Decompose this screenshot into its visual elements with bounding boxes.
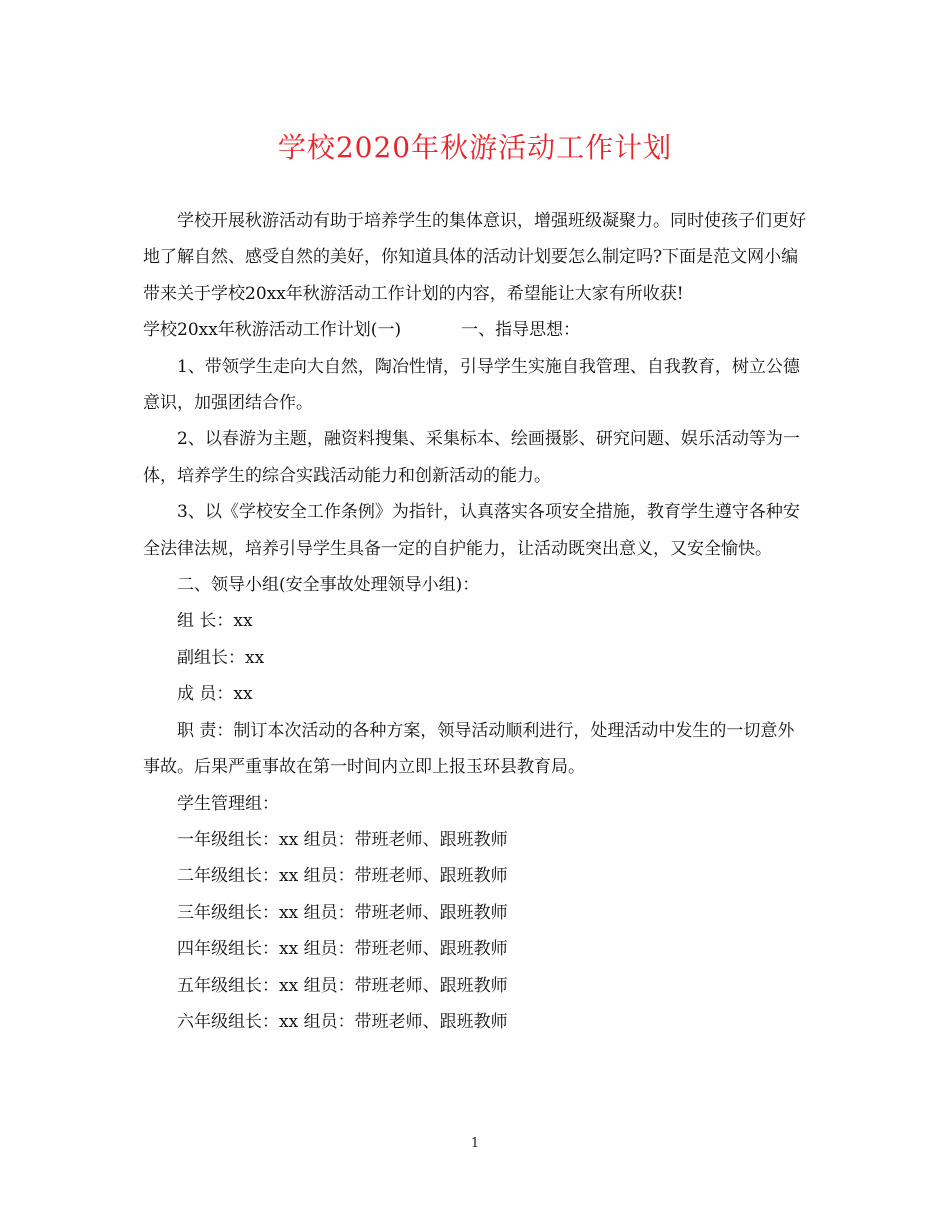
document-title: 学校2020年秋游活动工作计划 [277,131,673,164]
section-heading-line [143,312,807,348]
section-heading: 学校20xx年秋游活动工作计划(一) [143,320,402,341]
page-number: 1 [470,1136,480,1151]
leadership-group-heading: 二、领导小组(安全事故处理领导小组)： [177,575,480,596]
grade-group-6: 六年级组长：xx 组员：带班老师、跟班教师 [177,1011,508,1032]
guiding-point-2: 2、以春游为主题，融资料搜集、采集标本、绘画摄影、研究问题、娱乐活动等为一体，培养学生的综合实践活动能力和创新活动的能力。 [143,429,800,486]
guiding-point-1: 1、带领学生走向大自然，陶冶性情，引导学生实施自我管理、自我教育，树立公德意识，加强团结合作。 [143,356,800,414]
grade-group-1: 一年级组长：xx 组员：带班老师、跟班教师 [177,829,508,850]
guiding-ideology-heading: 一、指导思想： [461,320,581,341]
intro-paragraph: 学校开展秋游活动有助于培养学生的集体意识，增强班级凝聚力。同时使孩子们更好地了解自然、感受自然的美好，你知道具体的活动计划要怎么制定吗?下面是范文网小编带来关于学校20xx年秋游活动工作计划的内容，希望能让大家有所收获! [143,211,806,304]
group-leader: 组 长：xx [177,611,253,632]
guiding-point-3: 3、以《学校安全工作条例》为指针，认真落实各项安全措施，教育学生遵守各种安全法律法规，培养引导学生具备一定的自护能力，让活动既突出意义，又安全愉快。 [143,502,800,559]
group-duties: 职 责：制订本次活动的各种方案，领导活动顺利进行，处理活动中发生的一切意外事故。后果严重事故在第一时间内立即上报玉环县教育局。 [143,720,795,778]
deputy-group-leader: 副组长：xx [177,647,265,668]
document-body [143,203,807,1040]
grade-group-5: 五年级组长：xx 组员：带班老师、跟班教师 [177,975,508,996]
grade-group-4: 四年级组长：xx 组员：带班老师、跟班教师 [177,939,508,960]
grade-group-2: 二年级组长：xx 组员：带班老师、跟班教师 [177,866,508,887]
group-members: 成 员：xx [177,684,253,705]
student-management-heading: 学生管理组： [177,793,279,814]
grade-group-3: 三年级组长：xx 组员：带班老师、跟班教师 [177,902,508,923]
